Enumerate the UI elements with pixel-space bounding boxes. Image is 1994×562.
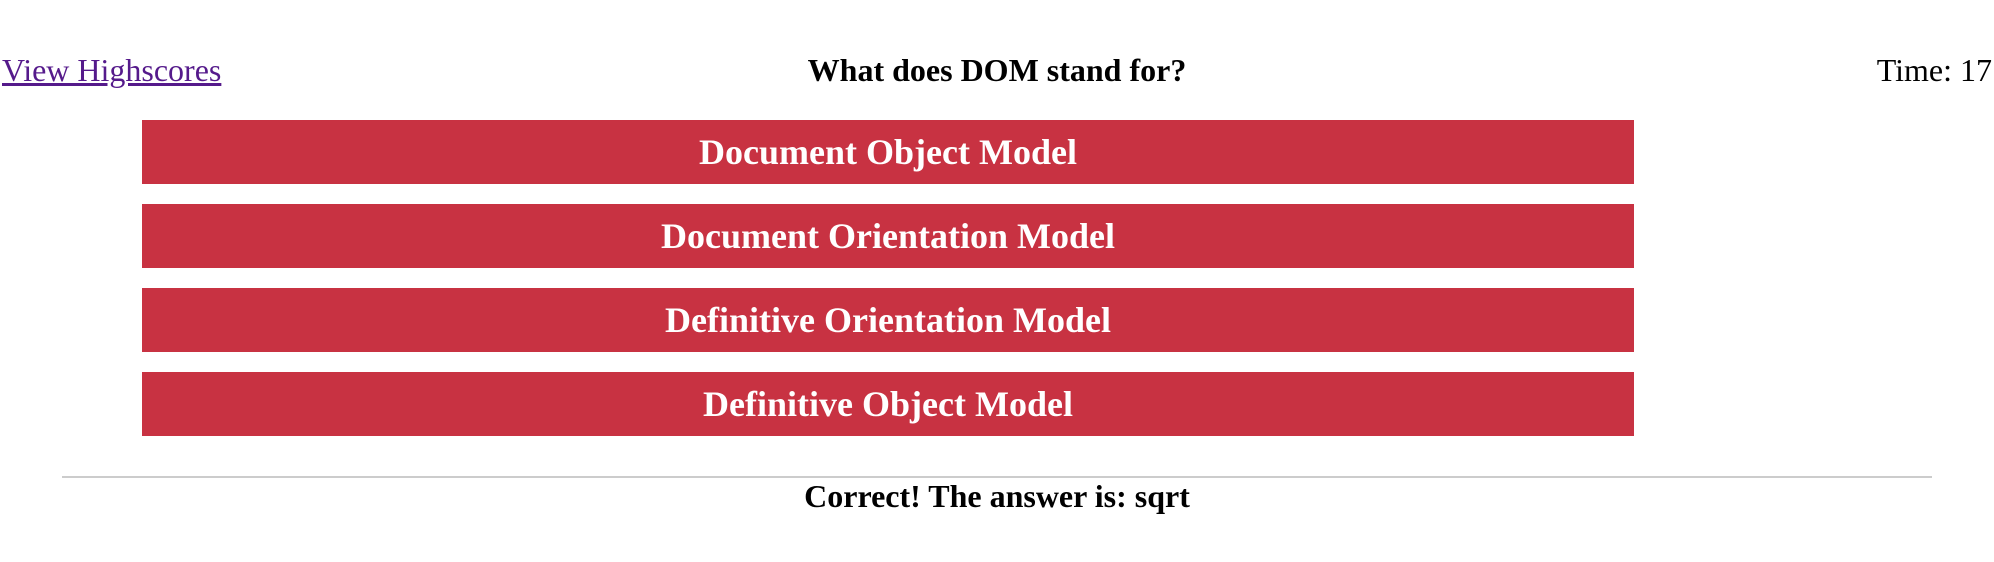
answer-button-document-object-model[interactable]: Document Object Model xyxy=(142,120,1634,184)
answer-button-document-orientation-model[interactable]: Document Orientation Model xyxy=(142,204,1634,268)
view-highscores-link[interactable]: View Highscores xyxy=(2,52,222,88)
feedback-message: Correct! The answer is: sqrt xyxy=(804,478,1190,514)
answer-button-definitive-orientation-model[interactable]: Definitive Orientation Model xyxy=(142,288,1634,352)
answer-list xyxy=(142,120,1634,456)
timer xyxy=(1877,50,1992,90)
timer-label: Time: xyxy=(1876,52,1960,88)
timer-value: 17 xyxy=(1960,52,1992,88)
answer-button-definitive-object-model[interactable]: Definitive Object Model xyxy=(142,372,1634,436)
header-bar xyxy=(0,50,1994,90)
question-title: What does DOM stand for? xyxy=(807,52,1187,88)
